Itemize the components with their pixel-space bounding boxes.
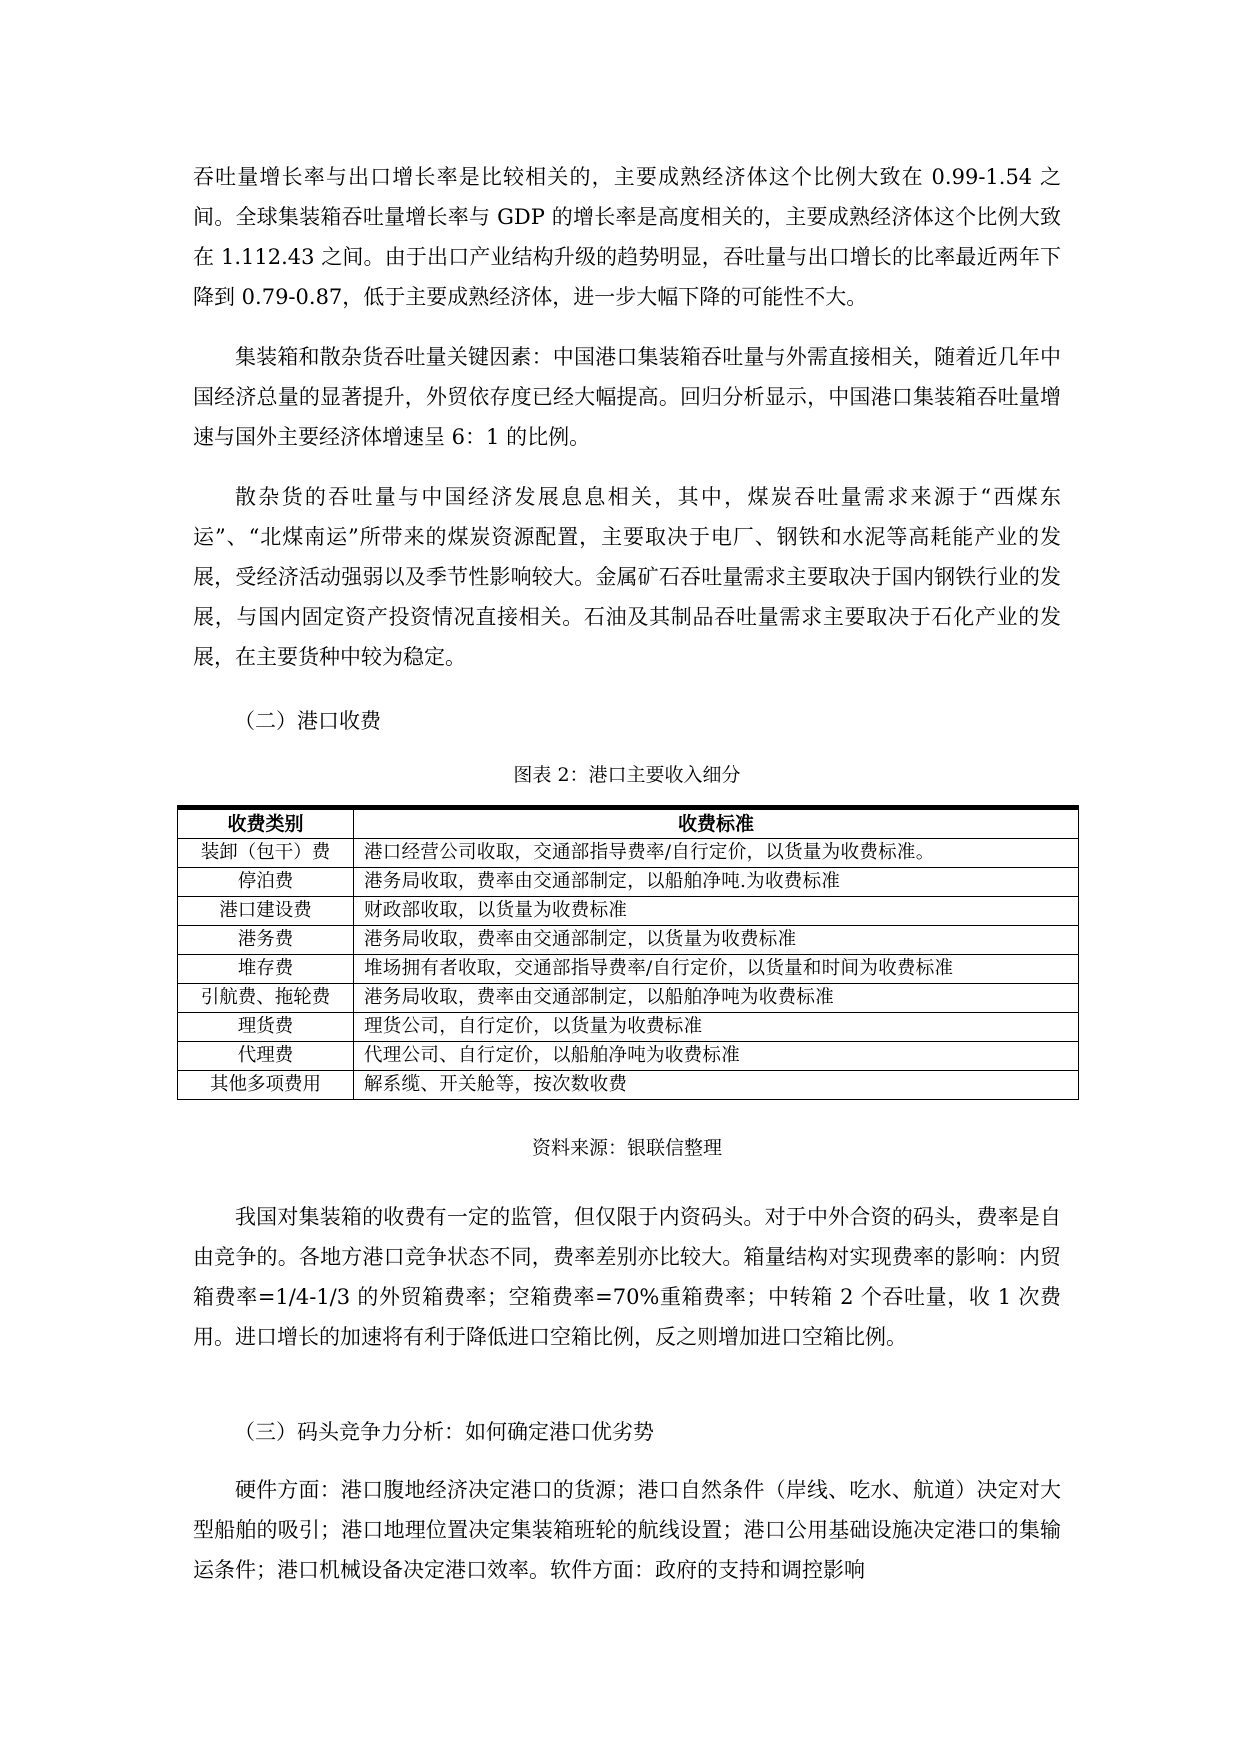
fee-category-cell: 港口建设费 xyxy=(178,897,354,926)
fee-standard-cell: 港口经营公司收取，交通部指导费率/自行定价，以货量为收费标准。 xyxy=(354,839,1079,868)
section-heading-port-fees: （二）港口收费 xyxy=(234,709,381,733)
fee-standard-cell: 财政部收取，以货量为收费标准 xyxy=(354,897,1079,926)
section-heading-terminal-competition: （三）码头竞争力分析：如何确定港口优劣势 xyxy=(234,1420,654,1444)
fee-standard-cell: 港务局收取，费率由交通部制定，以船舶净吨.为收费标准 xyxy=(354,868,1079,897)
paragraph-key-factors: 集装箱和散杂货吞吐量关键因素：中国港口集装箱吞吐量与外需直接相关，随着近几年中国经济总量的显著提升，外贸依存度已经大幅提高。回归分析显示，中国港口集装箱吞吐量增速与国外主要经济体增速呈 6：1 的比例。 xyxy=(193,345,1061,449)
table-row xyxy=(178,1013,1079,1042)
fee-category-cell: 代理费 xyxy=(178,1042,354,1071)
paragraph-throughput-ratio: 吞吐量增长率与出口增长率是比较相关的，主要成熟经济体这个比例大致在 0.99-1.54 之间。全球集装箱吞吐量增长率与 GDP 的增长率是高度相关的，主要成熟经济体这个比例大致在 1.112.43 之间。由于出口产业结构升级的趋势明显，吞吐量与出口增长的比率最近两年下降到 0.79-0.87，低于主要成熟经济体，进一步大幅下降的可能性不大。 xyxy=(193,165,1061,309)
fee-standard-cell: 解系缆、开关舱等，按次数收费 xyxy=(354,1071,1079,1100)
fee-standard-cell: 代理公司、自行定价，以船舶净吨为收费标准 xyxy=(354,1042,1079,1071)
fee-category-cell: 引航费、拖轮费 xyxy=(178,984,354,1013)
fee-category-cell: 港务费 xyxy=(178,926,354,955)
paragraph-bulk-cargo: 散杂货的吞吐量与中国经济发展息息相关，其中，煤炭吞吐量需求来源于“西煤东运”、“北煤南运”所带来的煤炭资源配置，主要取决于电厂、钢铁和水泥等高耗能产业的发展，受经济活动强弱以及季节性影响较大。金属矿石吞吐量需求主要取决于国内钢铁行业的发展，与国内固定资产投资情况直接相关。石油及其制品吞吐量需求主要取决于石化产业的发展，在主要货种中较为稳定。 xyxy=(193,485,1061,669)
fee-standard-cell: 理货公司，自行定价，以货量为收费标准 xyxy=(354,1013,1079,1042)
port-fees-table xyxy=(177,809,1079,1100)
table-row xyxy=(178,1042,1079,1071)
fee-standard-cell: 港务局收取，费率由交通部制定，以货量为收费标准 xyxy=(354,926,1079,955)
table-row xyxy=(178,926,1079,955)
table-row xyxy=(178,1071,1079,1100)
fee-standard-cell: 堆场拥有者收取，交通部指导费率/自行定价，以货量和时间为收费标准 xyxy=(354,955,1079,984)
fee-standard-cell: 港务局收取，费率由交通部制定，以船舶净吨为收费标准 xyxy=(354,984,1079,1013)
fee-category-cell: 装卸（包干）费 xyxy=(178,839,354,868)
fee-category-cell: 理货费 xyxy=(178,1013,354,1042)
paragraph-container-fees: 我国对集装箱的收费有一定的监管，但仅限于内资码头。对于中外合资的码头，费率是自由竞争的。各地方港口竞争状态不同，费率差别亦比较大。箱量结构对实现费率的影响：内贸箱费率=1/4-1/3 的外贸箱费率；空箱费率=70%重箱费率；中转箱 2 个吞吐量，收 1 次费用。进口增长的加速将有利于降低进口空箱比例，反之则增加进口空箱比例。 xyxy=(193,1205,1061,1349)
fee-category-cell: 其他多项费用 xyxy=(178,1071,354,1100)
table-source-note: 资料来源：银联信整理 xyxy=(531,1137,722,1159)
table-row xyxy=(178,868,1079,897)
table-header-row xyxy=(178,810,1079,839)
paragraph-hardware-software: 硬件方面：港口腹地经济决定港口的货源；港口自然条件（岸线、吃水、航道）决定对大型船舶的吸引；港口地理位置决定集装箱班轮的航线设置；港口公用基础设施决定港口的集输运条件；港口机械设备决定港口效率。软件方面：政府的支持和调控影响 xyxy=(193,1478,1061,1582)
header-fee-category: 收费类别 xyxy=(178,810,354,839)
fee-category-cell: 停泊费 xyxy=(178,868,354,897)
table-caption: 图表 2：港口主要收入细分 xyxy=(513,764,741,786)
fee-category-cell: 堆存费 xyxy=(178,955,354,984)
table-row xyxy=(178,984,1079,1013)
table-row xyxy=(178,897,1079,926)
table-row xyxy=(178,839,1079,868)
header-fee-standard: 收费标准 xyxy=(354,810,1079,839)
table-row xyxy=(178,955,1079,984)
